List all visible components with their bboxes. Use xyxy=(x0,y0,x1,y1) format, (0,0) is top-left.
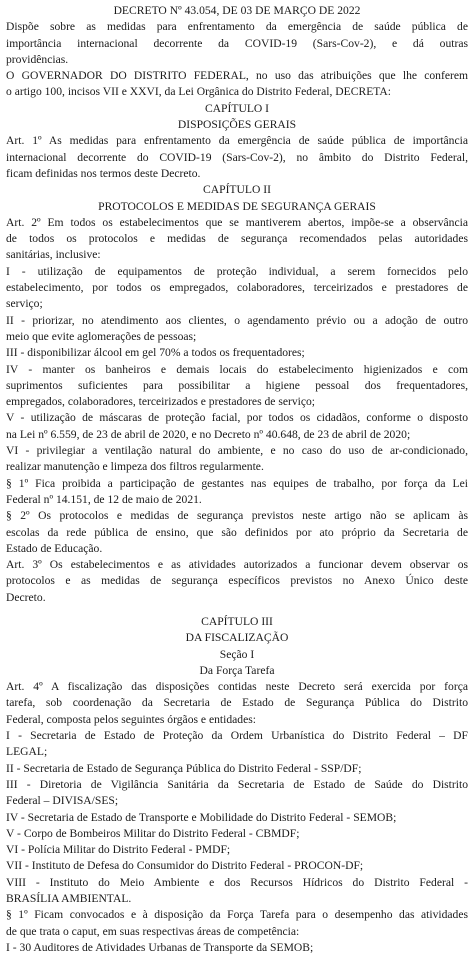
heading-line: CAPÍTULO I xyxy=(204,101,270,115)
text-line: III - Diretoria de Vigilância Sanitária da Secretaria de Estado de Saúde do Distrito xyxy=(6,777,468,791)
heading-line: DA FISCALIZAÇÃO xyxy=(185,631,289,645)
text-line: Art. 3º Os estabelecimentos e as atividades autorizados a funcionar devem observar os xyxy=(6,558,468,572)
text-line: LEGAL; xyxy=(6,745,48,759)
text-line: V - Corpo de Bombeiros Militar do Distrito Federal - CBMDF; xyxy=(6,826,300,840)
text-line: V - utilização de máscaras de proteção facial, por todos os cidadãos, conforme o disposto xyxy=(6,411,468,425)
text-line: o artigo 100, incisos VII e XXVI, da Lei Orgânica do Distrito Federal, DECRETA: xyxy=(6,85,392,99)
heading-line: PROTOCOLOS E MEDIDAS DE SEGURANÇA GERAIS xyxy=(98,199,376,213)
text-line: II - Secretaria de Estado de Segurança Pública do Distrito Federal - SSP/DF; xyxy=(6,761,362,775)
text-line: ficam definidas nos termos deste Decreto. xyxy=(6,166,201,180)
text-line: providências. xyxy=(6,52,69,66)
text-line: tarefa, sob coordenação da Secretaria de Estado de Segurança Pública do Distrito xyxy=(6,696,468,710)
text-line: IV - manter os banheiros e demais locais do estabelecimento higienizados e com xyxy=(6,362,468,376)
text-line: § 2º Os protocolos e medidas de segurança previstos neste artigo não se aplicam às xyxy=(6,509,468,523)
text-line: Estado de Educação. xyxy=(6,541,103,555)
heading-line: Seção I xyxy=(219,647,255,661)
text-line: Art. 2º Em todos os estabelecimentos que se mantiverem abertos, impõe-se a observância xyxy=(6,215,468,229)
text-line: Decreto. xyxy=(6,590,46,604)
heading-line: DISPOSIÇÕES GERAIS xyxy=(177,118,297,132)
text-line: serviço; xyxy=(6,297,43,311)
text-line: suprimentos suficientes para possibilitar a higiene pessoal dos frequentadores, xyxy=(6,378,468,392)
text-line: realizar manutenção e limpeza dos filtros regularmente. xyxy=(6,460,264,474)
text-line: IV - Secretaria de Estado de Transporte e Mobilidade do Distrito Federal - SEMOB; xyxy=(6,810,397,824)
text-line: estabelecimento, por todos os empregados, colaboradores, terceirizados e prestadores de xyxy=(6,281,468,295)
text-line: III - disponibilizar álcool em gel 70% a todos os frequentadores; xyxy=(6,346,305,360)
text-line: Federal – DIVISA/SES; xyxy=(6,794,119,808)
text-line: § 1º Ficam convocados e à disposição da Força Tarefa para o desempenho das atividades xyxy=(6,908,468,922)
heading-line: CAPÍTULO II xyxy=(203,183,271,197)
text-line: empregados, colaboradores, terceirizados e prestadores de serviço; xyxy=(6,395,316,409)
text-line: protocolos e as medidas de segurança específicos previstos no Anexo Único deste xyxy=(6,574,468,588)
text-line: Art. 4º A fiscalização das disposições contidas neste Decreto será exercida por força xyxy=(6,680,468,694)
text-line: § 1º Fica proibida a participação de gestantes nas equipes de trabalho, por força da Lei xyxy=(6,476,468,490)
text-line: de todos os protocolos e medidas de segurança recomendados pelas autoridades xyxy=(6,232,468,246)
text-line: II - priorizar, no atendimento aos clientes, o agendamento prévio ou a adoção de outro xyxy=(6,313,468,327)
text-line: VI - Polícia Militar do Distrito Federal - PMDF; xyxy=(6,843,231,857)
text-line: VI - privilegiar a ventilação natural do ambiente, e no caso do uso de ar-condicionado, xyxy=(6,444,468,458)
text-line: O GOVERNADOR DO DISTRITO FEDERAL, no uso das atribuições que lhe conferem xyxy=(6,69,468,83)
text-line: Federal, composta pelos seguintes órgãos e entidades: xyxy=(6,712,256,726)
text-line: I - 30 Auditores de Atividades Urbanas de Transporte da SEMOB; xyxy=(6,940,314,954)
text-line: meio que evite aglomerações de pessoas; xyxy=(6,329,197,343)
text-line: I - Secretaria de Estado de Proteção da Ordem Urbanística do Distrito Federal – DF xyxy=(6,729,468,743)
heading-line: DECRETO Nº 43.054, DE 03 DE MARÇO DE 2022 xyxy=(113,4,361,17)
text-line: na Lei nº 6.559, de 23 de abril de 2020, e no Decreto nº 40.648, de 23 de abril de 2020; xyxy=(6,427,411,441)
text-line: Art. 1º As medidas para enfrentamento da emergência de saúde pública de importância xyxy=(6,134,468,148)
text-line: importância internacional decorrente da COVID-19 (Sars-Cov-2), e dá outras xyxy=(6,36,468,50)
text-line: VII - Instituto de Defesa do Consumidor do Distrito Federal - PROCON-DF; xyxy=(6,859,364,873)
text-line: sanitárias, inclusive: xyxy=(6,248,101,262)
text-line: escolas da rede pública de ensino, que são definidos por ato próprio da Secretaria de xyxy=(6,525,468,539)
heading-line: CAPÍTULO III xyxy=(201,614,273,628)
text-line: internacional decorrente do COVID-19 (Sars-Cov-2), no âmbito do Distrito Federal, xyxy=(6,150,468,164)
text-line: VIII - Instituto do Meio Ambiente e dos Recursos Hídricos do Distrito Federal - xyxy=(6,875,468,889)
text-line: BRASÍLIA AMBIENTAL. xyxy=(6,892,132,906)
text-line: I - utilização de equipamentos de proteção individual, a serem fornecidos pelo xyxy=(6,264,468,278)
heading-line: Da Força Tarefa xyxy=(199,663,275,677)
text-line: Federal nº 14.151, de 12 de maio de 2021. xyxy=(6,492,202,506)
text-line: Dispõe sobre as medidas para enfrentamento da emergência de saúde pública de xyxy=(6,20,468,34)
paragraph-gap xyxy=(6,606,468,614)
text-line: de que trata o caput, em suas respectivas áreas de competência: xyxy=(6,924,300,938)
